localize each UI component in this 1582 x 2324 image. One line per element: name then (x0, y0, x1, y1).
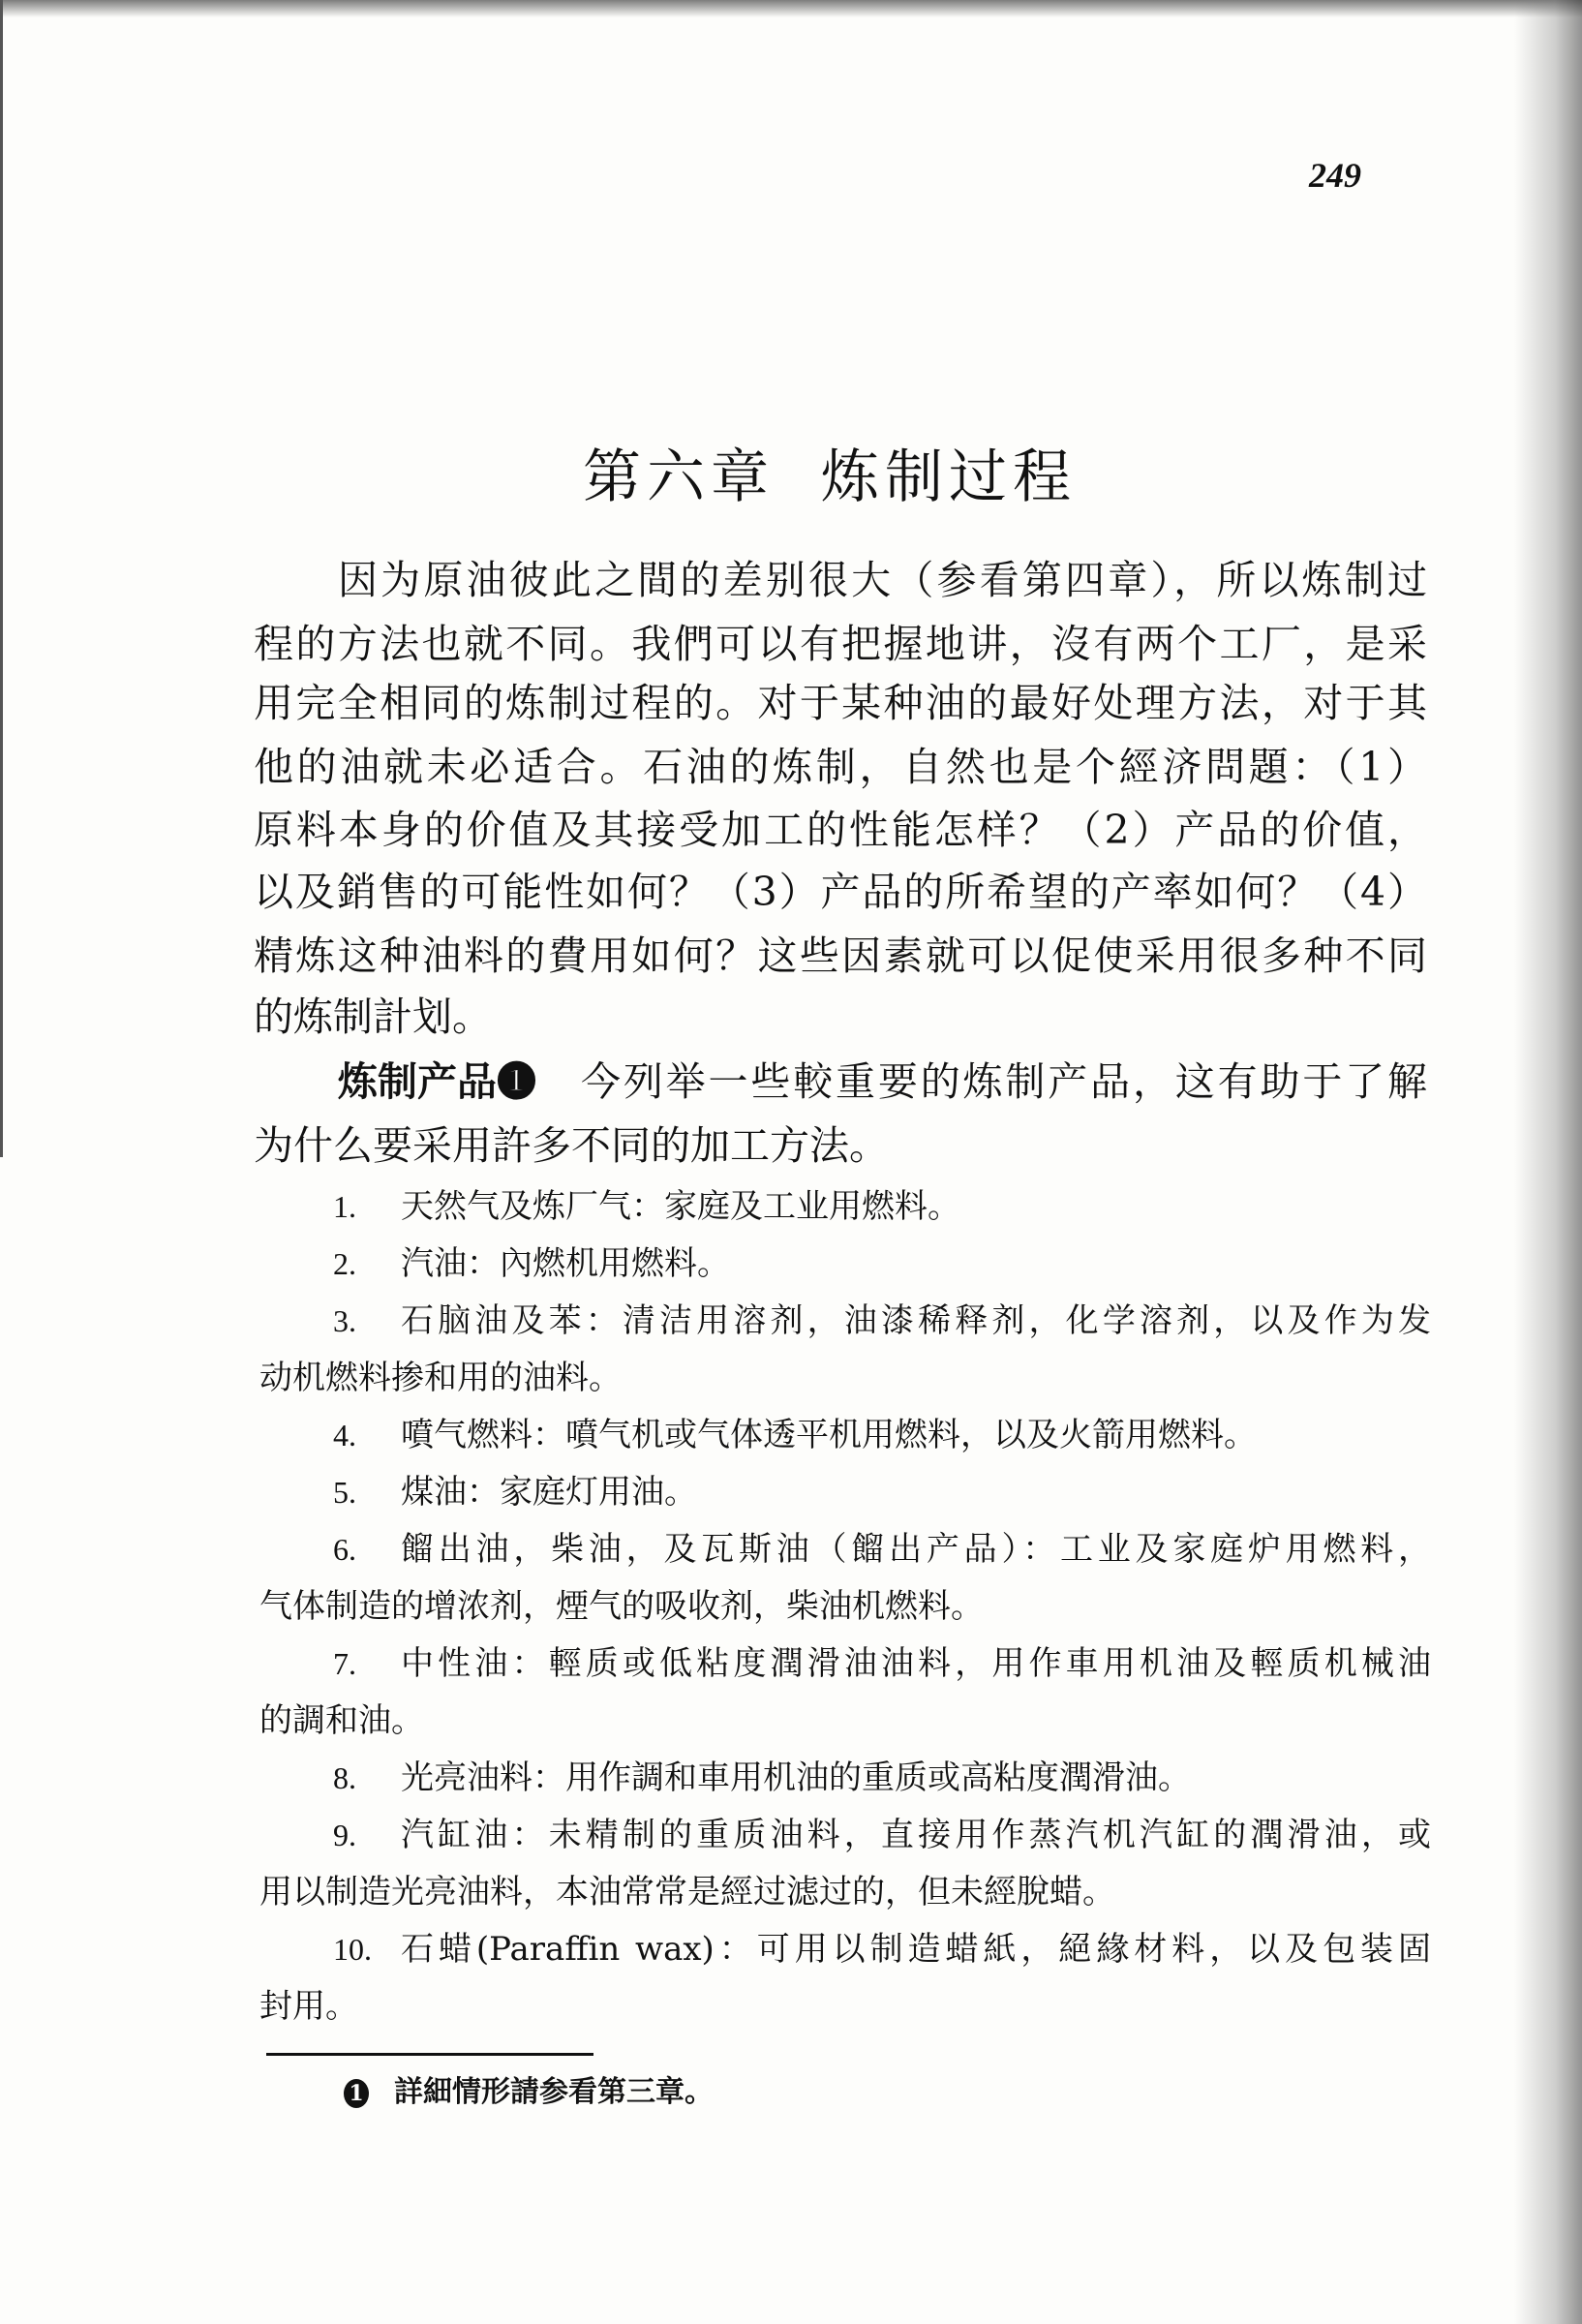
chapter-number: 第六章 (583, 443, 775, 511)
section-intro-line: 今列举一些較重要的炼制产品，这有助于了解 (581, 1058, 1427, 1105)
list-item-line: 中性油：輕质或低粘度潤滑油油料，用作車用机油及輕质机械油 (401, 1644, 1431, 1683)
chapter-name: 炼制过程 (821, 443, 1077, 511)
list-item-line: 汽缸油：未精制的重质油料，直接用作蒸汽机汽缸的潤滑油，或 (401, 1816, 1431, 1854)
list-item-line: 煤油：家庭灯用油。 (401, 1473, 697, 1512)
scan-edge-left (0, 0, 3, 1157)
intro-line: 精炼这种油料的費用如何？这些因素就可以促使采用很多种不同 (254, 933, 1427, 979)
list-item-number: 6. (333, 1532, 356, 1567)
list-item-number: 8. (333, 1760, 356, 1795)
scan-edge-right (1514, 0, 1582, 2324)
list-item-number: 2. (333, 1246, 356, 1281)
section-heading: 炼制产品❶ (338, 1058, 536, 1105)
section-intro-line: 为什么要采用許多不同的加工方法。 (254, 1122, 889, 1169)
page-number: 249 (1309, 156, 1361, 195)
intro-line: 他的油就未必适合。石油的炼制，自然也是个經济問題：（1） (254, 744, 1427, 790)
intro-line: 的炼制計划。 (254, 994, 492, 1040)
list-item-line: 餾出油，柴油，及瓦斯油（餾出产品）：工业及家庭炉用燃料， (401, 1530, 1431, 1569)
chapter-title (0, 431, 1582, 514)
list-item-number: 7. (333, 1646, 356, 1681)
list-item-line: 汽油：內燃机用燃料。 (401, 1244, 730, 1283)
list-item-number: 3. (333, 1303, 356, 1338)
list-item-number: 9. (333, 1818, 356, 1852)
list-item-line: 用以制造光亮油料，本油常常是經过滤过的，但未經脫蜡。 (259, 1873, 1115, 1911)
footnote-marker: 1 (344, 2079, 369, 2108)
footnote-text: 詳細情形請参看第三章。 (394, 2075, 714, 2109)
list-item-number: 1. (333, 1189, 356, 1224)
list-item-line: 的調和油。 (259, 1701, 424, 1740)
list-item-number: 10. (333, 1932, 372, 1967)
list-item-line: 天然气及炼厂气：家庭及工业用燃料。 (401, 1187, 960, 1226)
list-item-line: 动机燃料掺和用的油料。 (259, 1359, 622, 1397)
list-item-line: 石蜡(Paraffin wax)：可用以制造蜡紙，絕緣材料，以及包装固 (401, 1930, 1431, 1969)
list-item-line: 石脑油及苯：清洁用溶剂，油漆稀释剂，化学溶剂，以及作为发 (401, 1301, 1431, 1340)
list-item-line: 噴气燃料：噴气机或气体透平机用燃料，以及火箭用燃料。 (401, 1416, 1257, 1454)
intro-line: 程的方法也就不同。我們可以有把握地讲，沒有两个工厂，是采 (254, 621, 1427, 667)
list-item-number: 5. (333, 1475, 356, 1510)
list-item-line: 封用。 (259, 1987, 358, 2026)
list-item-line: 气体制造的增浓剂，煙气的吸收剂，柴油机燃料。 (259, 1587, 984, 1626)
footnote-rule (266, 2053, 593, 2056)
intro-line: 因为原油彼此之間的差别很大（参看第四章），所以炼制过 (338, 557, 1427, 603)
footnote (344, 2068, 714, 2117)
intro-line: 原料本身的价值及其接受加工的性能怎样？（2）产品的价值， (254, 807, 1427, 853)
list-item-number: 4. (333, 1418, 356, 1452)
list-item-line: 光亮油料：用作調和車用机油的重质或高粘度潤滑油。 (401, 1758, 1191, 1797)
intro-line: 以及銷售的可能性如何？（3）产品的所希望的产率如何？（4） (254, 869, 1427, 915)
intro-line: 用完全相同的炼制过程的。对于某种油的最好处理方法，对于其 (254, 680, 1427, 726)
scan-edge-top (0, 0, 1582, 17)
